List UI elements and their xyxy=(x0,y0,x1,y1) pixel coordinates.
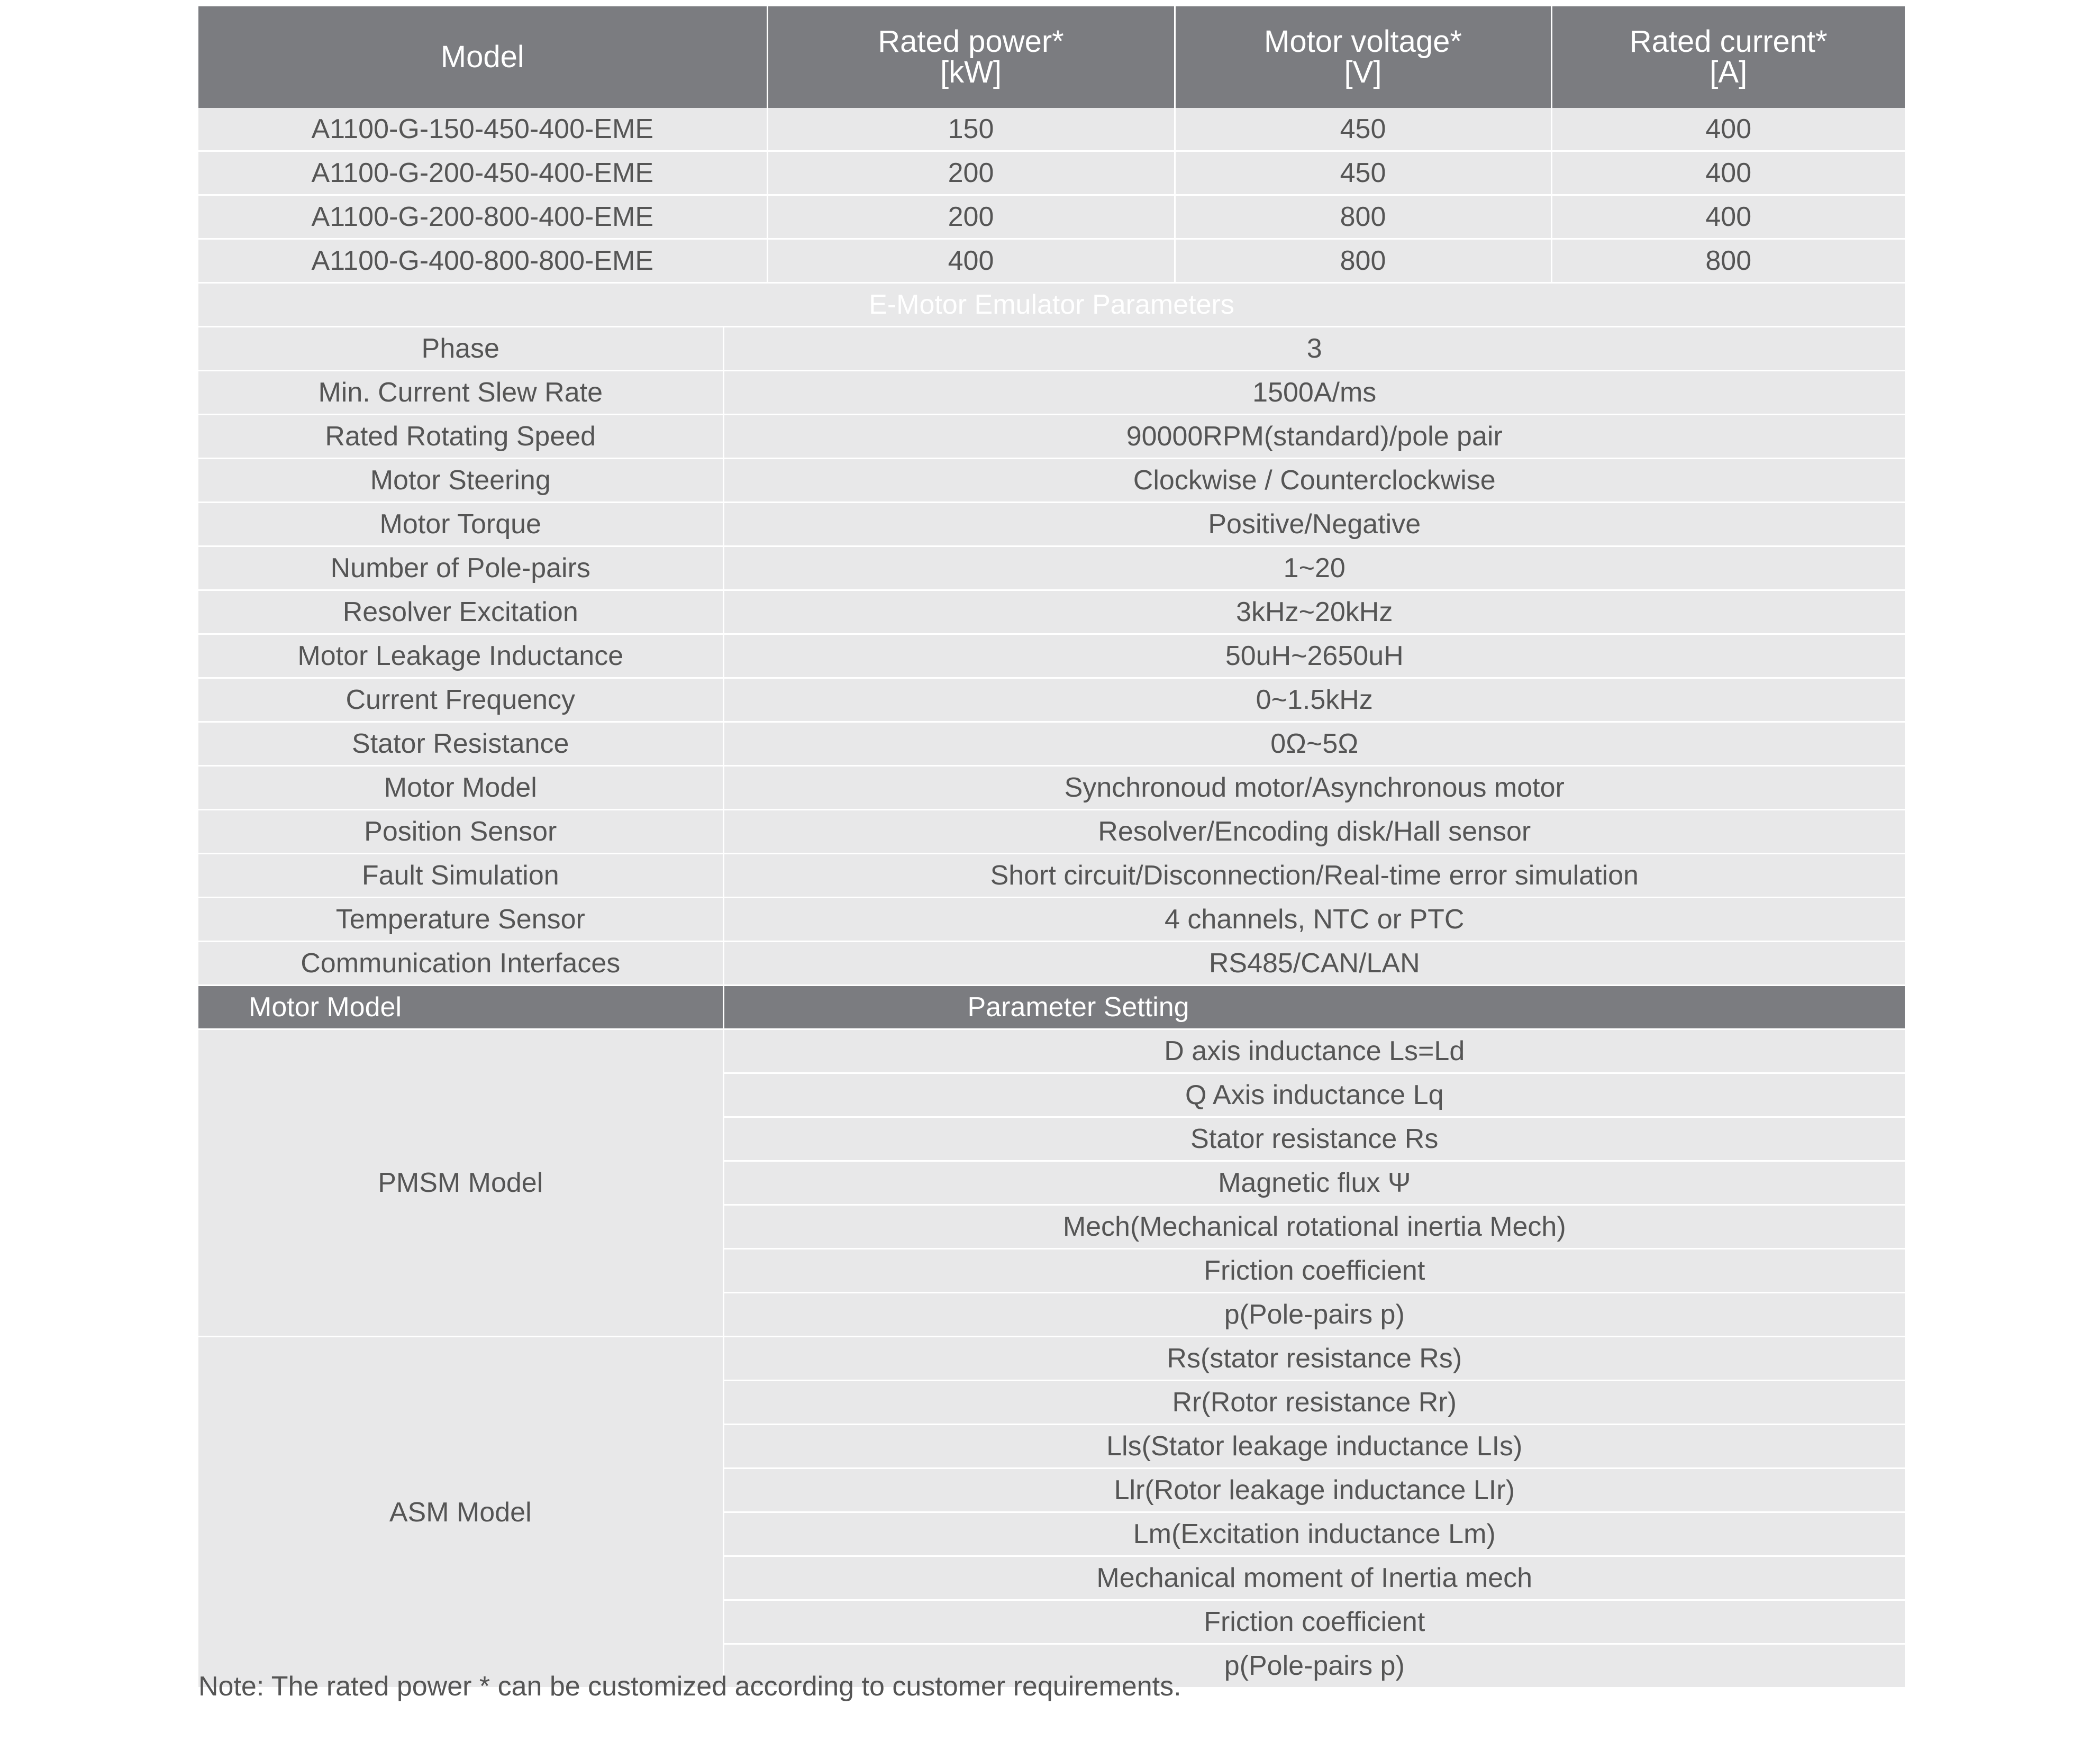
param-value: Resolver/Encoding disk/Hall sensor xyxy=(723,810,1905,854)
param-value: Stator resistance Rs xyxy=(723,1117,1905,1161)
voltage-cell: 450 xyxy=(1175,108,1551,151)
param-value: Clockwise / Counterclockwise xyxy=(723,459,1905,503)
param-name: Motor Leakage Inductance xyxy=(198,634,723,678)
param-name: Motor Torque xyxy=(198,503,723,546)
table-row xyxy=(198,634,1905,678)
table-row xyxy=(198,546,1905,590)
table-row xyxy=(198,371,1905,415)
param-value: D axis inductance Ls=Ld xyxy=(723,1029,1905,1073)
model-cell: A1100-G-400-800-800-EME xyxy=(198,239,767,283)
header-motor-voltage: Motor voltage* [V] xyxy=(1175,6,1551,108)
table-row xyxy=(198,108,1905,151)
table-row xyxy=(198,854,1905,898)
table-row xyxy=(198,327,1905,371)
param-value: Short circuit/Disconnection/Real-time error simulation xyxy=(723,854,1905,898)
param-name: Stator Resistance xyxy=(198,722,723,766)
current-cell: 400 xyxy=(1551,195,1905,239)
param-value: Mech(Mechanical rotational inertia Mech) xyxy=(723,1205,1905,1249)
power-cell: 200 xyxy=(767,195,1175,239)
table-row xyxy=(198,195,1905,239)
table-row xyxy=(198,239,1905,283)
param-value: 1500A/ms xyxy=(723,371,1905,415)
param-value: Rs(stator resistance Rs) xyxy=(723,1337,1905,1381)
model-cell: A1100-G-200-800-400-EME xyxy=(198,195,767,239)
param-name: Motor Model xyxy=(198,766,723,810)
table-row xyxy=(198,151,1905,195)
table-row xyxy=(198,1337,1905,1381)
param-name: Position Sensor xyxy=(198,810,723,854)
header-motor-model: Motor Model xyxy=(198,986,723,1029)
current-cell: 400 xyxy=(1551,108,1905,151)
param-value: Llr(Rotor leakage inductance LIr) xyxy=(723,1469,1905,1512)
table-row xyxy=(198,810,1905,854)
spec-sheet xyxy=(198,6,1905,1689)
param-name: Current Frequency xyxy=(198,678,723,722)
param-value: 90000RPM(standard)/pole pair xyxy=(723,415,1905,459)
param-value: RS485/CAN/LAN xyxy=(723,942,1905,986)
param-name: Number of Pole-pairs xyxy=(198,546,723,590)
current-cell: 400 xyxy=(1551,151,1905,195)
table-row xyxy=(198,678,1905,722)
param-value: Mechanical moment of Inertia mech xyxy=(723,1556,1905,1600)
current-cell: 800 xyxy=(1551,239,1905,283)
param-value: 3kHz~20kHz xyxy=(723,590,1905,634)
model-cell: A1100-G-200-450-400-EME xyxy=(198,151,767,195)
model-cell: A1100-G-150-450-400-EME xyxy=(198,108,767,151)
table-row xyxy=(198,766,1905,810)
table-row xyxy=(198,898,1905,942)
table-row xyxy=(198,459,1905,503)
param-value: p(Pole-pairs p) xyxy=(723,1293,1905,1337)
motor-model-header-row xyxy=(198,986,1905,1029)
param-value: Q Axis inductance Lq xyxy=(723,1073,1905,1117)
param-name: Min. Current Slew Rate xyxy=(198,371,723,415)
param-name: Motor Steering xyxy=(198,459,723,503)
header-parameter-setting: Parameter Setting xyxy=(723,986,1905,1029)
param-value: Friction coefficient xyxy=(723,1600,1905,1644)
table-row xyxy=(198,1029,1905,1073)
param-name: Communication Interfaces xyxy=(198,942,723,986)
param-name: Rated Rotating Speed xyxy=(198,415,723,459)
param-value: 4 channels, NTC or PTC xyxy=(723,898,1905,942)
power-cell: 400 xyxy=(767,239,1175,283)
param-value: 1~20 xyxy=(723,546,1905,590)
table-row xyxy=(198,415,1905,459)
param-value: p(Pole-pairs p) xyxy=(723,1644,1905,1688)
header-rated-current: Rated current* [A] xyxy=(1551,6,1905,108)
param-value: Positive/Negative xyxy=(723,503,1905,546)
param-value: 0Ω~5Ω xyxy=(723,722,1905,766)
header-model: Model xyxy=(198,6,767,108)
param-value: Lls(Stator leakage inductance LIs) xyxy=(723,1425,1905,1469)
table-row xyxy=(198,722,1905,766)
models-header-row xyxy=(198,6,1905,108)
footnote: Note: The rated power * can be customized according to customer requirements. xyxy=(198,1671,1181,1702)
header-rated-power: Rated power* [kW] xyxy=(767,6,1175,108)
param-value: Rr(Rotor resistance Rr) xyxy=(723,1381,1905,1425)
param-name: Temperature Sensor xyxy=(198,898,723,942)
models-table xyxy=(198,6,1905,284)
power-cell: 200 xyxy=(767,151,1175,195)
motor-model-table xyxy=(198,986,1905,1689)
table-row xyxy=(198,503,1905,546)
table-row xyxy=(198,590,1905,634)
emulator-parameters-table xyxy=(198,284,1905,986)
param-value: Friction coefficient xyxy=(723,1249,1905,1293)
asm-model-label: ASM Model xyxy=(198,1337,723,1688)
param-name: Resolver Excitation xyxy=(198,590,723,634)
param-value: 0~1.5kHz xyxy=(723,678,1905,722)
param-value: 3 xyxy=(723,327,1905,371)
power-cell: 150 xyxy=(767,108,1175,151)
voltage-cell: 800 xyxy=(1175,195,1551,239)
param-name: Phase xyxy=(198,327,723,371)
param-value: Synchronoud motor/Asynchronous motor xyxy=(723,766,1905,810)
voltage-cell: 800 xyxy=(1175,239,1551,283)
param-value: 50uH~2650uH xyxy=(723,634,1905,678)
section-title: E-Motor Emulator Parameters xyxy=(198,284,1905,327)
param-value: Lm(Excitation inductance Lm) xyxy=(723,1512,1905,1556)
pmsm-model-label: PMSM Model xyxy=(198,1029,723,1337)
voltage-cell: 450 xyxy=(1175,151,1551,195)
param-name: Fault Simulation xyxy=(198,854,723,898)
table-row xyxy=(198,942,1905,986)
param-value: Magnetic flux Ψ xyxy=(723,1161,1905,1205)
